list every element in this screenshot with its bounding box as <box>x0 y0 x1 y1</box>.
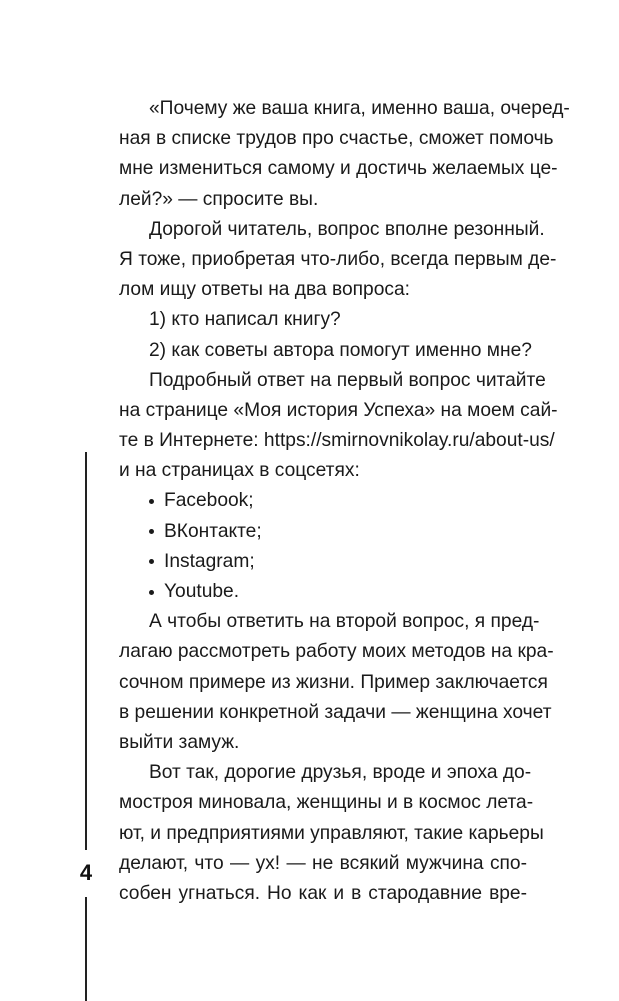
text-line: лей?» — спросите вы. <box>119 188 319 210</box>
bullet-icon <box>149 499 154 504</box>
website-url-line: те в Интернете: https://smirnovnikolay.ru/about-us/ <box>119 430 555 452</box>
text-line: на странице «Моя история Успеха» на моем сай- <box>119 399 558 421</box>
social-network-list <box>119 486 527 607</box>
text-line: мне измениться самому и достичь желаемых це- <box>119 158 558 180</box>
paragraph-reader-address <box>119 215 557 306</box>
text-line: лагаю рассмотреть работу моих методов на кра- <box>119 641 554 663</box>
text-line: мостроя миновала, женщины и в космос лета- <box>119 792 534 814</box>
text-line: делают, что — ух! — не всякий мужчина спо- <box>119 852 527 874</box>
text-line: 1) кто написал книгу? <box>149 309 341 331</box>
body-text <box>119 94 570 909</box>
text-line: и на страницах в соцсетях: <box>119 460 360 482</box>
paragraph-answer-links <box>119 366 558 487</box>
text-line: «Почему же ваша книга, именно ваша, очеред- <box>149 98 570 119</box>
bullet-icon <box>149 529 154 534</box>
text-line: лом ищу ответы на два вопроса: <box>119 279 410 301</box>
question-1 <box>119 305 527 335</box>
list-item-label: Facebook; <box>164 490 254 512</box>
list-item <box>119 547 527 577</box>
text-line: ют, и предприятиями управляют, такие карьеры <box>119 822 544 844</box>
question-2 <box>119 336 532 366</box>
paragraph-question-quote <box>119 94 570 215</box>
text-line: А чтобы ответить на второй вопрос, я пред- <box>149 611 540 633</box>
margin-rule-bottom <box>85 897 87 1001</box>
list-item <box>119 577 527 607</box>
list-item <box>119 486 527 516</box>
paragraph-second-answer <box>119 607 554 758</box>
list-item <box>119 517 527 547</box>
paragraph-modern-times <box>119 758 544 909</box>
page-number: 4 <box>79 860 93 885</box>
text-line: Я тоже, приобретая что-либо, всегда первым де- <box>119 248 557 270</box>
text-line: в решении конкретной задачи — женщина хочет <box>119 701 552 723</box>
bullet-icon <box>149 590 154 595</box>
text-line: выйти замуж. <box>119 731 240 753</box>
list-item-label: ВКонтакте; <box>164 520 262 542</box>
list-item-label: Instagram; <box>164 550 255 572</box>
bullet-icon <box>149 559 154 564</box>
text-line: Подробный ответ на первый вопрос читайте <box>149 369 546 391</box>
text-line: ная в списке трудов про счастье, сможет помочь <box>119 128 554 150</box>
text-line: Дорогой читатель, вопрос вполне резонный. <box>149 218 545 240</box>
text-line: Вот так, дорогие друзья, вроде и эпоха до- <box>149 762 532 784</box>
list-item-label: Youtube. <box>164 581 240 602</box>
text-line: 2) как советы автора помогут именно мне? <box>149 339 532 361</box>
text-line: собен угнаться. Но как и в стародавние вре- <box>119 882 527 904</box>
text-line: сочном примере из жизни. Пример заключается <box>119 671 548 693</box>
margin-rule-top <box>85 452 87 850</box>
